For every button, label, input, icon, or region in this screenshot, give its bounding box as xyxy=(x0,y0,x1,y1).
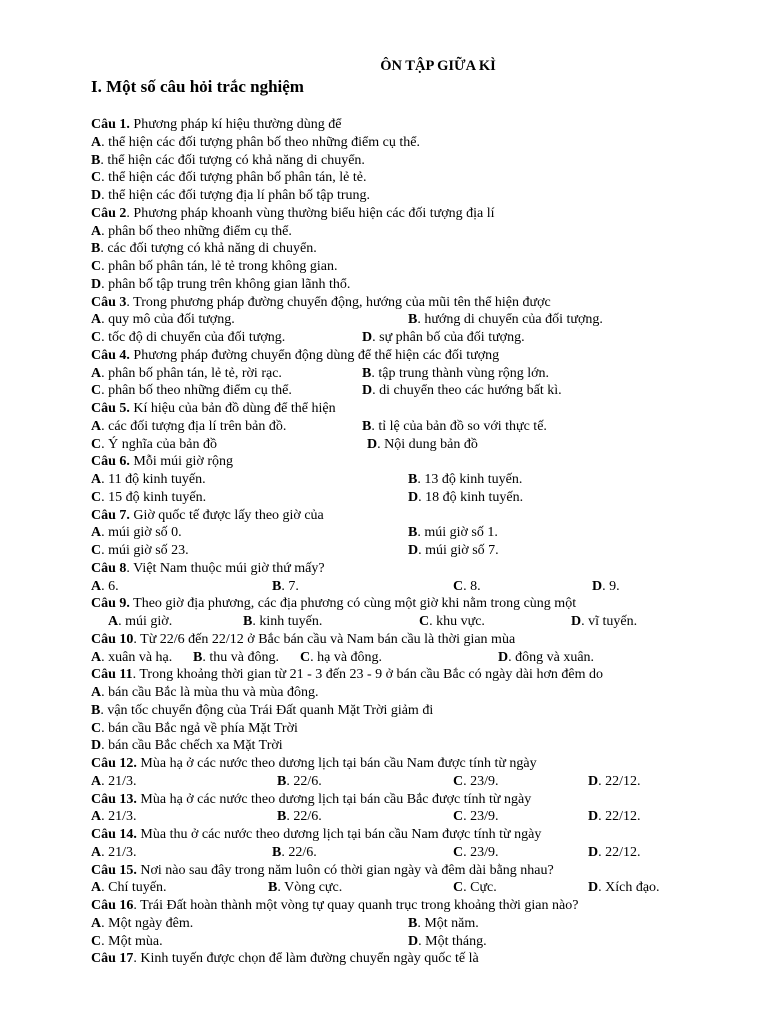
question-number: Câu 3 xyxy=(91,294,127,310)
answer-option xyxy=(91,684,318,701)
option-text: . sự phân bố của đối tượng. xyxy=(372,330,525,345)
option-key: D xyxy=(592,578,603,594)
option-key: C xyxy=(91,383,102,399)
option-text: . tốc độ di chuyển của đối tượng. xyxy=(101,330,286,345)
question-stem xyxy=(91,116,342,133)
answer-option xyxy=(362,418,547,435)
answer-option xyxy=(91,436,217,453)
answer-option xyxy=(272,578,299,595)
option-key: D xyxy=(362,383,373,399)
answer-option xyxy=(588,844,641,861)
option-key: A xyxy=(91,685,102,700)
option-key: B xyxy=(408,472,418,487)
answer-option xyxy=(408,933,487,950)
option-key: A xyxy=(91,472,102,487)
answer-option xyxy=(91,702,433,719)
option-text: . phân bố theo những điểm cụ thể. xyxy=(101,383,292,399)
answer-option xyxy=(453,578,481,595)
option-key: D xyxy=(408,489,419,505)
option-key: B xyxy=(277,809,287,825)
question-stem xyxy=(91,347,499,364)
option-text: . phân bố phân tán, lẻ tẻ trong không gian. xyxy=(101,259,338,274)
question-text: . Trái Đất hoàn thành một vòng tự quay quanh trục trong khoảng thời gian nào? xyxy=(133,898,579,913)
question-number: Câu 9. xyxy=(91,596,130,612)
question-number: Câu 15. xyxy=(91,862,137,878)
option-key: C xyxy=(91,489,102,505)
option-key: D xyxy=(588,809,599,825)
option-text: . Cực. xyxy=(463,880,497,896)
section-heading xyxy=(91,77,304,97)
option-text: . phân bố theo những điểm cụ thể. xyxy=(101,223,292,239)
option-text: . xuân và hạ. xyxy=(101,649,173,665)
answer-option xyxy=(243,613,322,630)
option-key: D xyxy=(588,773,599,789)
question-text: . Từ 22/6 đến 22/12 ở Bắc bán cầu và Nam bán cầu là thời gian mùa xyxy=(133,631,516,647)
question-number: Câu 6. xyxy=(91,454,130,470)
answer-option xyxy=(571,613,637,630)
answer-option xyxy=(408,524,498,541)
answer-option xyxy=(362,382,562,399)
answer-option xyxy=(588,879,660,896)
option-text: . Nội dung bản đồ xyxy=(377,436,478,452)
option-key: C xyxy=(91,436,102,452)
answer-option xyxy=(91,258,338,275)
answer-option xyxy=(91,879,166,896)
option-text: . 23/9. xyxy=(463,773,499,789)
option-key: A xyxy=(91,312,102,328)
answer-option xyxy=(408,542,499,559)
option-text: . thể hiện các đối tượng có khả năng di chuyển. xyxy=(100,152,365,168)
answer-option xyxy=(453,844,499,861)
question-stem xyxy=(91,826,541,843)
option-text: . thể hiện các đối tượng địa lí phân bố tập trung. xyxy=(101,188,370,203)
option-text: . 21/3. xyxy=(101,773,137,789)
answer-option xyxy=(91,720,298,737)
option-text: . khu vực. xyxy=(429,614,485,629)
option-text: . các đối tượng địa lí trên bản đồ. xyxy=(101,418,287,434)
option-key: C xyxy=(91,259,102,274)
answer-option xyxy=(91,542,189,559)
question-text: Phương pháp kí hiệu thường dùng để xyxy=(129,117,342,132)
option-key: C xyxy=(419,614,430,629)
option-text: . vận tốc chuyển động của Trái Đất quanh Mặt Trời giảm đi xyxy=(100,702,434,718)
question-stem xyxy=(91,205,495,222)
option-key: C xyxy=(91,543,102,558)
option-text: . bán cầu Bắc là mùa thu và mùa đông. xyxy=(101,685,319,700)
question-text: Nơi nào sau đây trong năm luôn có thời gian ngày và đêm dài bằng nhau? xyxy=(136,862,554,878)
option-key: D xyxy=(498,649,509,665)
question-number: Câu 4. xyxy=(91,347,130,363)
option-text: . quy mô của đối tượng. xyxy=(101,312,235,328)
option-text: . 22/6. xyxy=(286,809,322,825)
option-key: B xyxy=(193,649,203,665)
option-key: B xyxy=(91,152,101,168)
option-key: A xyxy=(91,418,102,434)
section-number: I. xyxy=(91,77,102,96)
answer-option xyxy=(91,187,370,204)
option-key: A xyxy=(91,809,102,825)
answer-option xyxy=(91,311,235,328)
option-text: . 8. xyxy=(463,578,481,594)
answer-option xyxy=(91,649,172,666)
option-text: . 22/12. xyxy=(598,844,641,860)
option-key: A xyxy=(108,614,119,629)
option-key: B xyxy=(272,844,282,860)
question-stem xyxy=(91,950,479,967)
option-key: B xyxy=(408,525,418,541)
option-key: B xyxy=(408,915,418,931)
option-key: C xyxy=(91,933,102,949)
option-key: B xyxy=(268,880,278,896)
answer-option xyxy=(272,844,317,861)
option-text: . 23/9. xyxy=(463,844,499,860)
answer-option xyxy=(91,578,119,595)
question-text: . Trong phương pháp đường chuyển động, hướng của mũi tên thể hiện được xyxy=(126,294,551,310)
answer-option xyxy=(498,649,594,666)
question-stem xyxy=(91,631,515,648)
answer-option xyxy=(408,915,479,932)
answer-option xyxy=(91,489,206,506)
answer-option xyxy=(453,879,497,896)
question-number: Câu 12. xyxy=(91,756,137,771)
option-text: . thể hiện các đối tượng phân bố theo những điểm cụ thể. xyxy=(101,134,420,150)
answer-option xyxy=(91,915,193,932)
option-text: . 22/6. xyxy=(281,844,317,860)
option-text: . Vòng cực. xyxy=(277,880,343,896)
option-text: . múi giờ số 23. xyxy=(101,543,189,558)
question-number: Câu 7. xyxy=(91,507,130,523)
question-stem xyxy=(91,791,531,808)
option-text: . 9. xyxy=(602,578,620,594)
question-text: Mùa thu ở các nước theo dương lịch tại bán cầu Nam được tính từ ngày xyxy=(136,827,542,842)
answer-option xyxy=(91,524,182,541)
question-number: Câu 14. xyxy=(91,827,137,842)
option-key: B xyxy=(91,241,101,257)
question-number: Câu 10 xyxy=(91,631,134,647)
option-text: . Một tháng. xyxy=(418,933,487,949)
option-key: D xyxy=(91,738,102,754)
question-stem xyxy=(91,560,325,577)
option-text: . kinh tuyến. xyxy=(252,614,323,629)
answer-option xyxy=(419,613,485,630)
option-text: . 11 độ kinh tuyến. xyxy=(101,472,206,487)
question-number: Câu 17 xyxy=(91,951,134,967)
option-text: . Một ngày đêm. xyxy=(101,915,194,931)
option-text: . thể hiện các đối tượng phân bố phân tán, lẻ tẻ. xyxy=(101,170,367,186)
question-number: Câu 16 xyxy=(91,898,134,913)
answer-option xyxy=(362,329,525,346)
option-key: C xyxy=(453,578,464,594)
question-stem xyxy=(91,294,551,311)
option-key: A xyxy=(91,844,102,860)
answer-option xyxy=(453,773,499,790)
option-key: B xyxy=(408,312,418,328)
option-key: C xyxy=(91,170,102,186)
answer-option xyxy=(91,169,366,186)
question-text: Mùa hạ ở các nước theo dương lịch tại bán cầu Bắc được tính từ ngày xyxy=(136,791,532,807)
option-key: C xyxy=(300,649,311,665)
option-text: . tập trung thành vùng rộng lớn. xyxy=(371,365,550,381)
option-text: . 22/12. xyxy=(598,773,641,789)
option-text: . múi giờ số 1. xyxy=(417,525,498,541)
option-text: . tỉ lệ của bản đồ so với thực tế. xyxy=(371,418,547,434)
option-text: . hạ và đông. xyxy=(310,649,383,665)
question-text: Mỗi múi giờ rộng xyxy=(129,454,233,470)
answer-option xyxy=(91,276,350,293)
option-key: D xyxy=(91,276,102,292)
question-number: Câu 1. xyxy=(91,117,130,132)
question-text: Phương pháp đường chuyển động dùng để thể hiện các đối tượng xyxy=(129,347,500,363)
option-text: . bán cầu Bắc chếch xa Mặt Trời xyxy=(101,738,283,754)
option-text: . múi giờ. xyxy=(118,614,173,629)
question-text: . Việt Nam thuộc múi giờ thứ mấy? xyxy=(126,560,325,576)
option-text: . phân bố tập trung trên không gian lãnh thổ. xyxy=(101,276,351,292)
option-key: C xyxy=(453,844,464,860)
option-text: . 23/9. xyxy=(463,809,499,825)
answer-option xyxy=(367,436,478,453)
question-stem xyxy=(91,595,576,612)
question-number: Câu 8 xyxy=(91,560,127,576)
option-text: . Xích đạo. xyxy=(598,880,660,896)
answer-option xyxy=(362,365,549,382)
answer-option xyxy=(91,134,420,151)
question-text: Mùa hạ ở các nước theo dương lịch tại bán cầu Nam được tính từ ngày xyxy=(136,756,537,771)
answer-option xyxy=(91,808,137,825)
option-key: D xyxy=(91,188,102,203)
option-key: A xyxy=(91,880,102,896)
option-text: . Một năm. xyxy=(417,915,479,931)
option-key: A xyxy=(91,649,102,665)
option-key: A xyxy=(91,578,102,594)
question-stem xyxy=(91,755,537,772)
answer-option xyxy=(592,578,620,595)
option-key: D xyxy=(408,543,419,558)
section-title: Một số câu hỏi trắc nghiệm xyxy=(106,77,304,96)
question-number: Câu 5. xyxy=(91,401,130,416)
option-text: . 18 độ kinh tuyến. xyxy=(418,489,524,505)
option-text: . thu và đông. xyxy=(202,649,279,665)
option-key: D xyxy=(571,614,582,629)
option-text: . 7. xyxy=(281,578,299,594)
option-key: A xyxy=(91,525,102,541)
option-text: . múi giờ số 0. xyxy=(101,525,182,541)
answer-option xyxy=(277,773,322,790)
option-text: . đông và xuân. xyxy=(508,649,595,665)
question-text: . Trong khoảng thời gian từ 21 - 3 đến 23 - 9 ở bán cầu Bắc có ngày dài hơn đêm do xyxy=(132,667,603,683)
answer-option xyxy=(91,382,292,399)
option-text: . 15 độ kinh tuyến. xyxy=(101,489,207,505)
option-key: C xyxy=(91,720,102,736)
question-text: Theo giờ địa phương, các địa phương có cùng một giờ khi nằm trong cùng một xyxy=(129,596,577,612)
answer-option xyxy=(588,773,641,790)
option-key: D xyxy=(367,436,378,452)
option-key: B xyxy=(91,702,101,718)
option-key: D xyxy=(588,880,599,896)
answer-option xyxy=(408,471,522,488)
option-text: . bán cầu Bắc ngả về phía Mặt Trời xyxy=(101,720,298,736)
option-text: . 22/6. xyxy=(286,773,322,789)
option-key: A xyxy=(91,773,102,789)
option-text: . Chí tuyến. xyxy=(101,880,167,896)
option-key: D xyxy=(408,933,419,949)
answer-option xyxy=(193,649,279,666)
question-stem xyxy=(91,453,233,470)
option-key: A xyxy=(91,915,102,931)
answer-option xyxy=(91,152,365,169)
question-text: . Phương pháp khoanh vùng thường biểu hiện các đối tượng địa lí xyxy=(126,205,495,221)
option-key: A xyxy=(91,365,102,381)
option-text: . 21/3. xyxy=(101,844,137,860)
option-key: D xyxy=(362,330,373,345)
option-text: . 13 độ kinh tuyến. xyxy=(417,472,523,487)
option-key: A xyxy=(91,134,102,150)
option-text: . vĩ tuyến. xyxy=(581,614,638,629)
answer-option xyxy=(277,808,322,825)
question-stem xyxy=(91,897,578,914)
option-key: D xyxy=(588,844,599,860)
answer-option xyxy=(91,418,286,435)
question-number: Câu 2 xyxy=(91,205,127,221)
answer-option xyxy=(268,879,342,896)
answer-option xyxy=(453,808,499,825)
answer-option xyxy=(91,844,137,861)
answer-option xyxy=(91,223,292,240)
option-key: C xyxy=(453,773,464,789)
answer-option xyxy=(91,365,282,382)
answer-option xyxy=(91,933,163,950)
document-title: ÔN TẬP GIỮA KÌ xyxy=(380,58,496,74)
option-key: B xyxy=(243,614,253,629)
option-key: C xyxy=(453,880,464,896)
option-key: B xyxy=(362,365,372,381)
option-key: C xyxy=(91,330,102,345)
option-key: B xyxy=(277,773,287,789)
option-key: B xyxy=(272,578,282,594)
option-text: . di chuyển theo các hướng bất kì. xyxy=(372,383,562,399)
question-text: Kí hiệu của bản đồ dùng để thể hiện xyxy=(129,401,336,416)
answer-option xyxy=(408,311,603,328)
question-stem xyxy=(91,862,554,879)
answer-option xyxy=(91,471,206,488)
option-text: . hướng di chuyển của đối tượng. xyxy=(417,312,603,328)
answer-option xyxy=(588,808,641,825)
option-key: C xyxy=(453,809,464,825)
option-text: . các đối tượng có khả năng di chuyển. xyxy=(100,241,317,257)
answer-option xyxy=(91,737,283,754)
option-text: . 6. xyxy=(101,578,119,594)
question-number: Câu 11 xyxy=(91,667,133,683)
option-text: . 22/12. xyxy=(598,809,641,825)
question-stem xyxy=(91,666,603,683)
question-stem xyxy=(91,507,324,524)
option-key: A xyxy=(91,223,102,239)
option-text: . Ý nghĩa của bản đồ xyxy=(101,436,217,452)
option-text: . 21/3. xyxy=(101,809,137,825)
answer-option xyxy=(91,773,137,790)
option-text: . Một mùa. xyxy=(101,933,163,949)
answer-option xyxy=(408,489,523,506)
question-text: . Kinh tuyến được chọn để làm đường chuyển ngày quốc tế là xyxy=(133,951,479,967)
answer-option xyxy=(91,329,285,346)
question-stem xyxy=(91,400,336,417)
option-key: B xyxy=(362,418,372,434)
answer-option xyxy=(108,613,172,630)
option-text: . phân bố phân tán, lẻ tẻ, rời rạc. xyxy=(101,365,282,381)
question-text: Giờ quốc tế được lấy theo giờ của xyxy=(129,507,324,523)
answer-option xyxy=(300,649,382,666)
option-text: . múi giờ số 7. xyxy=(418,543,499,558)
question-number: Câu 13. xyxy=(91,791,137,807)
answer-option xyxy=(91,240,317,257)
